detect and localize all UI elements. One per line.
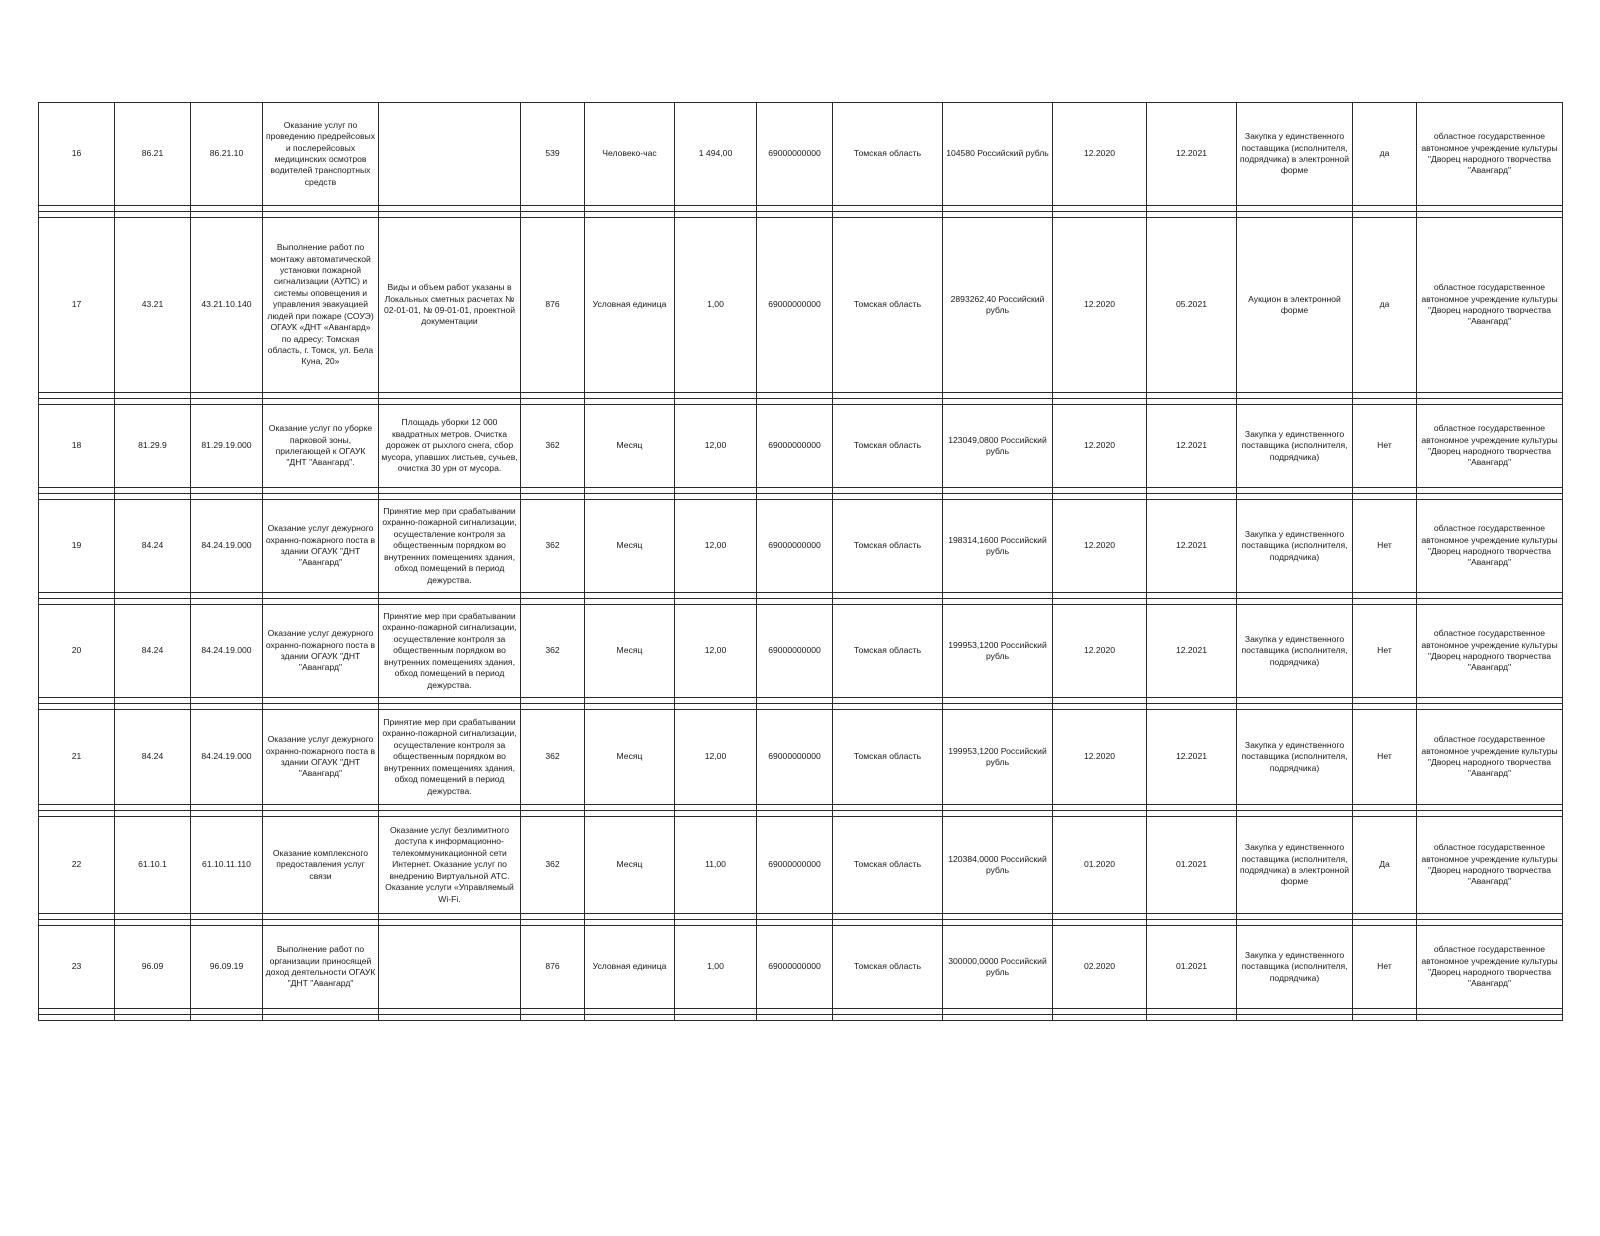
okved-code: 84.24 — [115, 500, 191, 593]
procurement-method: Закупка у единственного поставщика (исполнителя, подрядчика) — [1237, 500, 1353, 593]
okato-code: 69000000000 — [757, 218, 833, 393]
max-price: 123049,0800 Российский рубль — [943, 405, 1053, 488]
okpd-code: 86.21.10 — [191, 103, 263, 206]
unit-name: Условная единица — [585, 926, 675, 1009]
customer-name: областное государственное автономное учреждение культуры "Дворец народного творчества "Авангард" — [1417, 710, 1563, 805]
quantity: 12,00 — [675, 405, 757, 488]
okved-code: 84.24 — [115, 710, 191, 805]
okei-code: 876 — [521, 218, 585, 393]
electronic-flag: да — [1353, 218, 1417, 393]
start-date: 12.2020 — [1053, 405, 1147, 488]
row-number: 20 — [39, 605, 115, 698]
row-number: 22 — [39, 817, 115, 914]
electronic-flag: Да — [1353, 817, 1417, 914]
procurement-table — [38, 102, 1563, 1021]
unit-name: Условная единица — [585, 218, 675, 393]
customer-name: областное государственное автономное учреждение культуры "Дворец народного творчества "Авангард" — [1417, 405, 1563, 488]
end-date: 12.2021 — [1147, 103, 1237, 206]
empty-cell — [833, 1015, 943, 1021]
okei-code: 362 — [521, 405, 585, 488]
item-name: Оказание услуг дежурного охранно-пожарного поста в здании ОГАУК "ДНТ "Авангард" — [263, 500, 379, 593]
empty-cell — [1053, 1015, 1147, 1021]
okved-code: 84.24 — [115, 605, 191, 698]
end-date: 01.2021 — [1147, 817, 1237, 914]
electronic-flag: Нет — [1353, 500, 1417, 593]
customer-name: областное государственное автономное учреждение культуры "Дворец народного творчества "Авангард" — [1417, 500, 1563, 593]
max-price: 120384,0000 Российский рубль — [943, 817, 1053, 914]
okpd-code: 84.24.19.000 — [191, 710, 263, 805]
okei-code: 362 — [521, 500, 585, 593]
empty-cell — [675, 1015, 757, 1021]
max-price: 2893262,40 Российский рубль — [943, 218, 1053, 393]
empty-cell — [191, 1015, 263, 1021]
procurement-plan-sheet — [38, 102, 1562, 1021]
empty-cell — [1353, 1015, 1417, 1021]
empty-cell — [943, 1015, 1053, 1021]
okato-code: 69000000000 — [757, 103, 833, 206]
max-price: 104580 Российский рубль — [943, 103, 1053, 206]
end-date: 05.2021 — [1147, 218, 1237, 393]
okato-code: 69000000000 — [757, 605, 833, 698]
row-number: 21 — [39, 710, 115, 805]
region-name: Томская область — [833, 218, 943, 393]
item-description: Принятие мер при срабатывании охранно-пожарной сигнализации, осуществление контроля за общественным порядком во внутренних помещениях здания, обход помещений в период дежурства. — [379, 710, 521, 805]
okpd-code: 43.21.10.140 — [191, 218, 263, 393]
customer-name: областное государственное автономное учреждение культуры "Дворец народного творчества "Авангард" — [1417, 926, 1563, 1009]
okved-code: 96.09 — [115, 926, 191, 1009]
table-row — [39, 926, 1563, 1009]
empty-cell — [115, 1015, 191, 1021]
unit-name: Месяц — [585, 500, 675, 593]
okei-code: 362 — [521, 817, 585, 914]
start-date: 12.2020 — [1053, 103, 1147, 206]
unit-name: Месяц — [585, 405, 675, 488]
table-row — [39, 500, 1563, 593]
start-date: 12.2020 — [1053, 710, 1147, 805]
empty-cell — [39, 1015, 115, 1021]
customer-name: областное государственное автономное учреждение культуры "Дворец народного творчества "Авангард" — [1417, 218, 1563, 393]
max-price: 199953,1200 Российский рубль — [943, 605, 1053, 698]
procurement-method: Аукцион в электронной форме — [1237, 218, 1353, 393]
region-name: Томская область — [833, 500, 943, 593]
item-description: Площадь уборки 12 000 квадратных метров. Очистка дорожек от рыхлого снега, сбор мусора, упавших листьев, сучьев, очистка 30 урн от мусора. — [379, 405, 521, 488]
region-name: Томская область — [833, 817, 943, 914]
item-description — [379, 103, 521, 206]
start-date: 12.2020 — [1053, 218, 1147, 393]
start-date: 01.2020 — [1053, 817, 1147, 914]
electronic-flag: Нет — [1353, 926, 1417, 1009]
table-row — [39, 218, 1563, 393]
end-date: 12.2021 — [1147, 500, 1237, 593]
procurement-method: Закупка у единственного поставщика (исполнителя, подрядчика) — [1237, 710, 1353, 805]
okved-code: 81.29.9 — [115, 405, 191, 488]
procurement-method: Закупка у единственного поставщика (исполнителя, подрядчика) в электронной форме — [1237, 103, 1353, 206]
unit-name: Месяц — [585, 605, 675, 698]
row-number: 18 — [39, 405, 115, 488]
empty-cell — [757, 1015, 833, 1021]
table-subrow — [39, 1015, 1563, 1021]
item-name: Оказание услуг по уборке парковой зоны, прилегающей к ОГАУК "ДНТ "Авангард". — [263, 405, 379, 488]
unit-name: Человеко-час — [585, 103, 675, 206]
item-name: Оказание услуг по проведению предрейсовых и послерейсовых медицинских осмотров водителей транспортных средств — [263, 103, 379, 206]
max-price: 199953,1200 Российский рубль — [943, 710, 1053, 805]
electronic-flag: Нет — [1353, 405, 1417, 488]
region-name: Томская область — [833, 926, 943, 1009]
item-name: Оказание услуг дежурного охранно-пожарного поста в здании ОГАУК "ДНТ "Авангард" — [263, 710, 379, 805]
okato-code: 69000000000 — [757, 710, 833, 805]
okei-code: 362 — [521, 605, 585, 698]
okato-code: 69000000000 — [757, 405, 833, 488]
item-description: Принятие мер при срабатывании охранно-пожарной сигнализации, осуществление контроля за общественным порядком во внутренних помещениях здания, обход помещений в период дежурства. — [379, 500, 521, 593]
start-date: 12.2020 — [1053, 605, 1147, 698]
table-row — [39, 405, 1563, 488]
electronic-flag: Нет — [1353, 710, 1417, 805]
item-name: Выполнение работ по организации приносящей доход деятельности ОГАУК "ДНТ "Авангард" — [263, 926, 379, 1009]
okved-code: 43.21 — [115, 218, 191, 393]
item-description: Виды и объем работ указаны в Локальных сметных расчетах № 02-01-01, № 09-01-01, проектной документации — [379, 218, 521, 393]
empty-cell — [263, 1015, 379, 1021]
procurement-method: Закупка у единственного поставщика (исполнителя, подрядчика) — [1237, 926, 1353, 1009]
okei-code: 539 — [521, 103, 585, 206]
max-price: 300000,0000 Российский рубль — [943, 926, 1053, 1009]
okpd-code: 96.09.19 — [191, 926, 263, 1009]
item-description: Оказание услуг безлимитного доступа к информационно-телекоммуникационной сети Интернет. Оказание услуг по внедрению Виртуальной АТС. Оказание услуги «Управляемый Wi-Fi. — [379, 817, 521, 914]
quantity: 1,00 — [675, 218, 757, 393]
start-date: 12.2020 — [1053, 500, 1147, 593]
item-description: Принятие мер при срабатывании охранно-пожарной сигнализации, осуществление контроля за общественным порядком во внутренних помещениях здания, обход помещений в период дежурства. — [379, 605, 521, 698]
start-date: 02.2020 — [1053, 926, 1147, 1009]
table-row — [39, 103, 1563, 206]
empty-cell — [1417, 1015, 1563, 1021]
row-number: 19 — [39, 500, 115, 593]
item-name: Оказание услуг дежурного охранно-пожарного поста в здании ОГАУК "ДНТ "Авангард" — [263, 605, 379, 698]
region-name: Томская область — [833, 605, 943, 698]
quantity: 1,00 — [675, 926, 757, 1009]
region-name: Томская область — [833, 103, 943, 206]
okato-code: 69000000000 — [757, 500, 833, 593]
okved-code: 86.21 — [115, 103, 191, 206]
quantity: 1 494,00 — [675, 103, 757, 206]
unit-name: Месяц — [585, 817, 675, 914]
okpd-code: 61.10.11.110 — [191, 817, 263, 914]
quantity: 12,00 — [675, 710, 757, 805]
okei-code: 362 — [521, 710, 585, 805]
empty-cell — [379, 1015, 521, 1021]
customer-name: областное государственное автономное учреждение культуры "Дворец народного творчества "Авангард" — [1417, 817, 1563, 914]
region-name: Томская область — [833, 405, 943, 488]
okato-code: 69000000000 — [757, 926, 833, 1009]
empty-cell — [585, 1015, 675, 1021]
region-name: Томская область — [833, 710, 943, 805]
customer-name: областное государственное автономное учреждение культуры "Дворец народного творчества "Авангард" — [1417, 103, 1563, 206]
electronic-flag: да — [1353, 103, 1417, 206]
electronic-flag: Нет — [1353, 605, 1417, 698]
procurement-method: Закупка у единственного поставщика (исполнителя, подрядчика) — [1237, 405, 1353, 488]
table-row — [39, 710, 1563, 805]
okved-code: 61.10.1 — [115, 817, 191, 914]
row-number: 23 — [39, 926, 115, 1009]
quantity: 12,00 — [675, 605, 757, 698]
end-date: 12.2021 — [1147, 405, 1237, 488]
max-price: 198314,1600 Российский рубль — [943, 500, 1053, 593]
okpd-code: 84.24.19.000 — [191, 605, 263, 698]
okpd-code: 81.29.19.000 — [191, 405, 263, 488]
item-name: Выполнение работ по монтажу автоматической установки пожарной сигнализации (АУПС) и системы оповещения и управления эвакуацией людей при пожаре (СОУЭ) ОГАУК «ДНТ «Авангард» по адресу: Томская область, г. Томск, ул. Бела Куна, 20» — [263, 218, 379, 393]
customer-name: областное государственное автономное учреждение культуры "Дворец народного творчества "Авангард" — [1417, 605, 1563, 698]
end-date: 01.2021 — [1147, 926, 1237, 1009]
end-date: 12.2021 — [1147, 605, 1237, 698]
table-row — [39, 605, 1563, 698]
procurement-method: Закупка у единственного поставщика (исполнителя, подрядчика) — [1237, 605, 1353, 698]
table-row — [39, 817, 1563, 914]
item-name: Оказание комплексного предоставления услуг связи — [263, 817, 379, 914]
table-body — [39, 103, 1563, 1021]
quantity: 11,00 — [675, 817, 757, 914]
unit-name: Месяц — [585, 710, 675, 805]
item-description — [379, 926, 521, 1009]
empty-cell — [1147, 1015, 1237, 1021]
empty-cell — [521, 1015, 585, 1021]
empty-cell — [1237, 1015, 1353, 1021]
okpd-code: 84.24.19.000 — [191, 500, 263, 593]
row-number: 16 — [39, 103, 115, 206]
end-date: 12.2021 — [1147, 710, 1237, 805]
okato-code: 69000000000 — [757, 817, 833, 914]
okei-code: 876 — [521, 926, 585, 1009]
row-number: 17 — [39, 218, 115, 393]
procurement-method: Закупка у единственного поставщика (исполнителя, подрядчика) в электронной форме — [1237, 817, 1353, 914]
quantity: 12,00 — [675, 500, 757, 593]
